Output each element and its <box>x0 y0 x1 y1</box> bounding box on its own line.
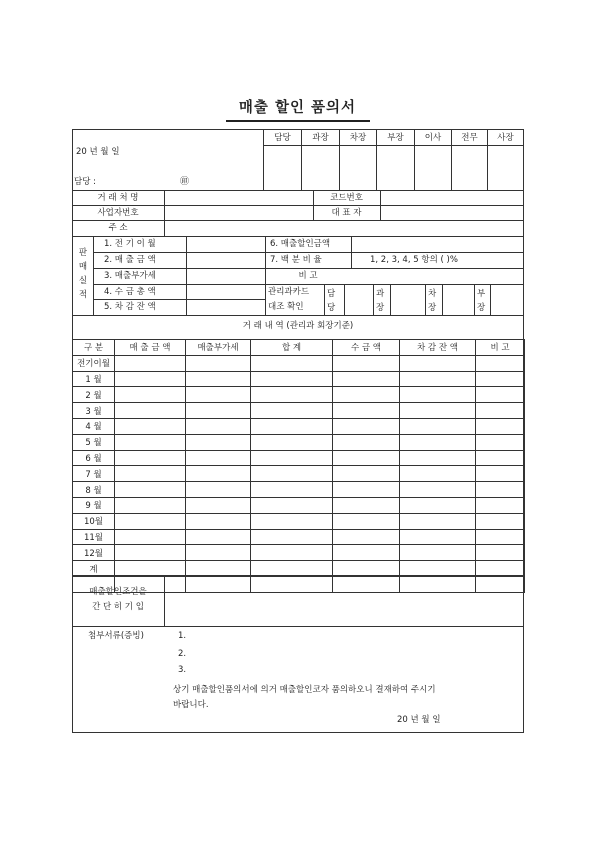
document-title: 매출 할인 품의서 <box>238 100 357 116</box>
sales-item-1: 1. 전 기 이 월 <box>104 239 156 249</box>
table-row <box>73 418 525 434</box>
approval-header-manager: 담당 <box>274 133 291 143</box>
table-row <box>73 355 525 371</box>
table-row <box>73 434 525 450</box>
manager-label: 담당 : <box>74 177 96 187</box>
row-label: 7 월 <box>73 466 115 482</box>
history-header-row <box>73 340 525 356</box>
closing-line-1: 상기 매출할인품의서에 의거 매출할인코자 품의하오니 결재하여 주시기 <box>173 685 436 695</box>
history-title: 거 래 내 역 (관리과 회장기준) <box>242 321 354 331</box>
sales-item-7: 7. 백 분 비 율 <box>270 255 322 265</box>
date-field: 20 년 월 일 <box>76 147 120 157</box>
history-table <box>72 339 525 593</box>
row-label: 8 월 <box>73 482 115 498</box>
col-header: 매출부가세 <box>186 340 251 356</box>
mgmt-sign-section-chief: 과장 <box>376 289 385 313</box>
closing-line-2: 바랍니다. <box>173 700 209 710</box>
table-row <box>73 403 525 419</box>
table-row <box>73 482 525 498</box>
mgmt-verify-label: 대조 확인 <box>268 302 304 312</box>
mgmt-sign-dept-head: 부장 <box>477 289 486 313</box>
sales-item-3: 3. 매출부가세 <box>104 271 156 281</box>
table-row <box>73 545 525 561</box>
attachment-item-1: 1. <box>178 631 187 641</box>
table-row <box>73 387 525 403</box>
row-label: 5 월 <box>73 434 115 450</box>
mgmt-sign-deputy: 차장 <box>428 289 437 313</box>
table-row <box>73 529 525 545</box>
col-header: 구 분 <box>73 340 115 356</box>
sales-item-6: 6. 매출할인금액 <box>270 239 331 249</box>
row-label: 계 <box>73 561 115 577</box>
table-row <box>73 450 525 466</box>
row-label: 9 월 <box>73 497 115 513</box>
row-label: 12월 <box>73 545 115 561</box>
col-header: 수 금 액 <box>333 340 400 356</box>
mgmt-sign-manager: 담당 <box>327 289 336 313</box>
title-underline <box>226 120 370 122</box>
sales-item-4: 4. 수 금 총 액 <box>104 287 156 297</box>
col-header: 차 감 잔 액 <box>400 340 476 356</box>
row-label: 10월 <box>73 513 115 529</box>
seal-mark: ㊞ <box>180 177 190 187</box>
row-label: 3 월 <box>73 403 115 419</box>
row-label: 전기이월 <box>73 355 115 371</box>
approval-header-dept-head: 부장 <box>387 133 404 143</box>
approval-header-deputy: 차장 <box>349 133 367 143</box>
attachment-item-3: 3. <box>178 665 187 675</box>
address-label: 주 소 <box>108 223 128 233</box>
conditions-label-line1: 매출할인조건을 <box>89 587 147 597</box>
attachments-label: 첨부서류(증빙) <box>88 631 144 641</box>
approval-header-exec: 전무 <box>461 133 478 143</box>
conditions-label-line2: 간 단 히 기 입 <box>92 602 144 612</box>
table-row <box>73 371 525 387</box>
closing-date: 20 년 월 일 <box>397 715 441 725</box>
approval-header-section-chief: 과장 <box>312 133 329 143</box>
row-label: 2 월 <box>73 387 115 403</box>
sales-remark-label: 비 고 <box>298 271 318 281</box>
biz-no-label: 사업자번호 <box>97 208 139 218</box>
col-header: 매 출 금 액 <box>115 340 186 356</box>
ceo-label: 대 표 자 <box>331 208 362 218</box>
approval-header-director: 이사 <box>424 133 442 143</box>
row-label: 11월 <box>73 529 115 545</box>
col-header: 비 고 <box>476 340 525 356</box>
row-label: 4 월 <box>73 418 115 434</box>
table-row <box>73 497 525 513</box>
customer-name-label: 거 래 처 명 <box>97 193 139 203</box>
sales-item-5: 5. 차 감 잔 액 <box>104 302 156 312</box>
approval-header-president: 사장 <box>497 133 514 143</box>
sales-item-2: 2. 매 출 금 액 <box>104 255 156 265</box>
sales-side-label: 판 매 실 적 <box>78 248 88 300</box>
table-row <box>73 466 525 482</box>
row-label: 1 월 <box>73 371 115 387</box>
row-label: 6 월 <box>73 450 115 466</box>
mgmt-card-label: 관리과카드 <box>268 287 310 297</box>
table-row <box>73 513 525 529</box>
ratio-text: 1, 2, 3, 4, 5 항의 ( )% <box>370 255 458 265</box>
col-header: 합 계 <box>251 340 333 356</box>
attachment-item-2: 2. <box>178 649 187 659</box>
code-label: 코드번호 <box>330 193 363 203</box>
